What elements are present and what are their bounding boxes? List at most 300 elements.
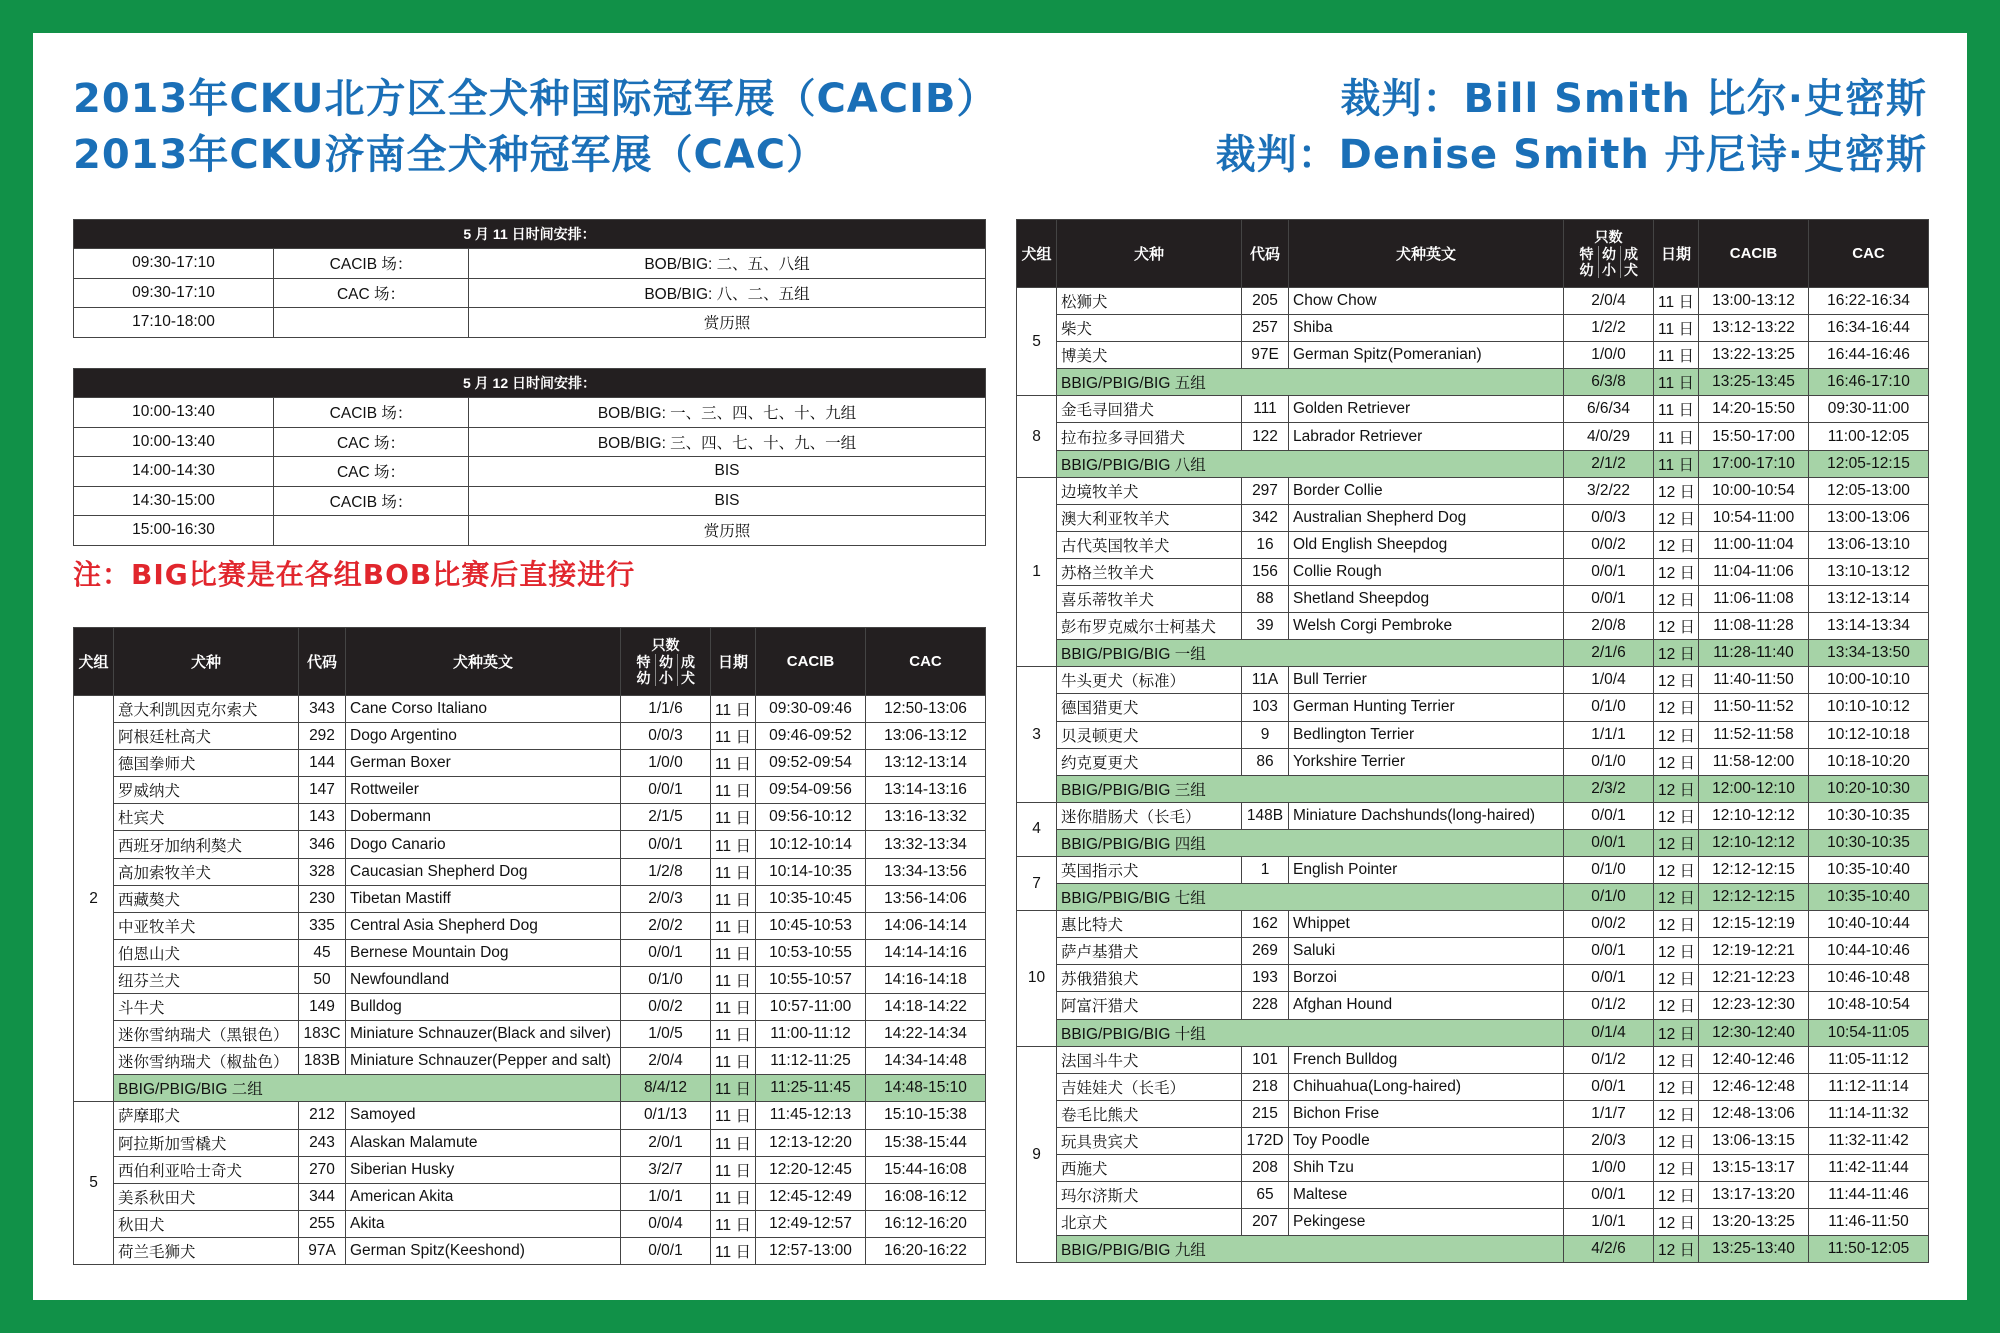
breed-english: Toy Poodle — [1289, 1127, 1564, 1154]
group-number: 9 — [1017, 1046, 1057, 1263]
cacib-time: 11:45-12:13 — [756, 1102, 866, 1129]
table-row — [74, 1048, 986, 1075]
breed-name: 意大利凯因克尔索犬 — [114, 696, 299, 723]
breed-name: 美系秋田犬 — [114, 1183, 299, 1210]
cac-time: 13:14-13:34 — [1809, 613, 1929, 640]
schedule-venue — [274, 308, 469, 338]
entry-count: 8/4/12 — [621, 1075, 711, 1102]
schedule-venue: CAC 场： — [274, 278, 469, 308]
show-date: 12 日 — [1654, 911, 1699, 938]
cacib-time: 11:40-11:50 — [1699, 667, 1809, 694]
schedule-day2-title: 5 月 12 日时间安排： — [74, 369, 986, 398]
breed-name: 彭布罗克威尔士柯基犬 — [1057, 613, 1242, 640]
group-number: 5 — [74, 1102, 114, 1265]
cac-time: 14:16-14:18 — [866, 966, 986, 993]
table-row — [74, 1102, 986, 1129]
cacib-time: 11:06-11:08 — [1699, 586, 1809, 613]
cac-time: 11:00-12:05 — [1809, 423, 1929, 450]
count-subheader: 成 犬 — [677, 654, 699, 686]
summary-label: BBIG/PBIG/BIG 十组 — [1057, 1019, 1564, 1046]
schedule-row — [74, 486, 986, 516]
entry-count: 0/0/1 — [1564, 938, 1654, 965]
show-date: 11 日 — [711, 831, 756, 858]
breed-name: 玩具贵宾犬 — [1057, 1127, 1242, 1154]
table-row — [1017, 992, 1929, 1019]
cacib-time: 10:57-11:00 — [756, 994, 866, 1021]
cac-time: 11:12-11:14 — [1809, 1073, 1929, 1100]
breed-name: 阿拉斯加雪橇犬 — [114, 1129, 299, 1156]
cacib-time: 12:23-12:30 — [1699, 992, 1809, 1019]
cacib-time: 11:00-11:04 — [1699, 531, 1809, 558]
schedule-time: 10:00-13:40 — [74, 398, 274, 428]
show-date: 11 日 — [1654, 450, 1699, 477]
schedule-row — [74, 249, 986, 279]
cacib-time: 11:58-12:00 — [1699, 748, 1809, 775]
entry-count: 1/0/0 — [1564, 1155, 1654, 1182]
show-date: 11 日 — [711, 912, 756, 939]
breed-name: 萨摩耶犬 — [114, 1102, 299, 1129]
schedule-venue: CACIB 场： — [274, 249, 469, 279]
breed-code: 16 — [1242, 531, 1289, 558]
table-row — [74, 912, 986, 939]
breed-code: 149 — [299, 994, 346, 1021]
count-subheader: 幼 小 — [1598, 246, 1620, 278]
table-row — [74, 1183, 986, 1210]
table-row — [1017, 1155, 1929, 1182]
table-row — [1017, 694, 1929, 721]
breed-name: 约克夏更犬 — [1057, 748, 1242, 775]
entry-count: 0/1/4 — [1564, 1019, 1654, 1046]
show-date: 12 日 — [1654, 856, 1699, 883]
breed-code: 335 — [299, 912, 346, 939]
cac-time: 10:35-10:40 — [1809, 856, 1929, 883]
show-date: 11 日 — [711, 1021, 756, 1048]
entry-count: 0/1/0 — [621, 966, 711, 993]
breed-name: 吉娃娃犬（长毛） — [1057, 1073, 1242, 1100]
cac-time: 14:14-14:16 — [866, 939, 986, 966]
breed-english: Chow Chow — [1289, 288, 1564, 315]
cac-time: 16:44-16:46 — [1809, 342, 1929, 369]
cac-time: 13:00-13:06 — [1809, 504, 1929, 531]
breed-english: Chihuahua(Long-haired) — [1289, 1073, 1564, 1100]
cacib-time: 10:35-10:45 — [756, 885, 866, 912]
col-group-header: 犬组 — [1017, 220, 1057, 288]
show-date: 11 日 — [711, 696, 756, 723]
entry-count: 0/0/1 — [621, 777, 711, 804]
breed-name: 卷毛比熊犬 — [1057, 1100, 1242, 1127]
show-date: 11 日 — [711, 1075, 756, 1102]
table-row — [74, 723, 986, 750]
cacib-time: 13:20-13:25 — [1699, 1209, 1809, 1236]
schedule-row — [74, 278, 986, 308]
group-number: 4 — [1017, 802, 1057, 856]
table-row — [74, 966, 986, 993]
table-row — [1017, 965, 1929, 992]
breed-english: English Pointer — [1289, 856, 1564, 883]
table-row — [74, 885, 986, 912]
cac-time: 16:34-16:44 — [1809, 315, 1929, 342]
show-date: 11 日 — [1654, 342, 1699, 369]
entry-count: 2/0/1 — [621, 1129, 711, 1156]
cac-time: 15:38-15:44 — [866, 1129, 986, 1156]
breed-name: 伯恩山犬 — [114, 939, 299, 966]
schedule-event: BOB/BIG: 一、三、四、七、十、九组 — [469, 398, 986, 428]
schedule-row — [74, 457, 986, 487]
show-date: 12 日 — [1654, 1155, 1699, 1182]
schedule-time: 09:30-17:10 — [74, 278, 274, 308]
count-header-subs — [621, 654, 710, 686]
big-note: 注：BIG比赛是在各组BOB比赛后直接进行 — [73, 558, 636, 591]
entry-count: 1/1/7 — [1564, 1100, 1654, 1127]
breed-english: Miniature Schnauzer(Pepper and salt) — [346, 1048, 621, 1075]
show-date: 12 日 — [1654, 558, 1699, 585]
breed-code: 207 — [1242, 1209, 1289, 1236]
entry-count: 2/0/2 — [621, 912, 711, 939]
title-line-2: 2013年CKU济南全犬种冠军展（CAC） — [73, 132, 828, 178]
cac-time: 10:10-10:12 — [1809, 694, 1929, 721]
cacib-time: 10:45-10:53 — [756, 912, 866, 939]
cac-time: 14:22-14:34 — [866, 1021, 986, 1048]
entry-count: 2/0/3 — [621, 885, 711, 912]
cacib-time: 11:28-11:40 — [1699, 640, 1809, 667]
show-date: 12 日 — [1654, 477, 1699, 504]
table-row — [1017, 423, 1929, 450]
cacib-time: 13:15-13:17 — [1699, 1155, 1809, 1182]
breed-name: 杜宾犬 — [114, 804, 299, 831]
group-summary-row — [74, 1075, 986, 1102]
show-date: 12 日 — [1654, 829, 1699, 856]
table-row — [1017, 396, 1929, 423]
group-summary-row — [1017, 884, 1929, 911]
breed-english: Samoyed — [346, 1102, 621, 1129]
show-date: 12 日 — [1654, 1127, 1699, 1154]
cac-time: 13:56-14:06 — [866, 885, 986, 912]
breed-code: 9 — [1242, 721, 1289, 748]
breed-code: 88 — [1242, 586, 1289, 613]
breed-name: 罗威纳犬 — [114, 777, 299, 804]
summary-label: BBIG/PBIG/BIG 九组 — [1057, 1236, 1564, 1263]
cac-time: 10:48-10:54 — [1809, 992, 1929, 1019]
poster-title — [73, 71, 998, 183]
table-row — [1017, 1182, 1929, 1209]
cacib-time: 12:57-13:00 — [756, 1237, 866, 1264]
show-date: 11 日 — [711, 723, 756, 750]
breed-english: Dogo Canario — [346, 831, 621, 858]
breed-english: French Bulldog — [1289, 1046, 1564, 1073]
breed-name: 贝灵顿更犬 — [1057, 721, 1242, 748]
show-date: 12 日 — [1654, 640, 1699, 667]
entry-count: 1/2/8 — [621, 858, 711, 885]
cacib-time: 13:22-13:25 — [1699, 342, 1809, 369]
breed-english: Miniature Dachshunds(long-haired) — [1289, 802, 1564, 829]
cac-time: 10:20-10:30 — [1809, 775, 1929, 802]
entry-count: 0/1/2 — [1564, 1046, 1654, 1073]
cacib-time: 12:49-12:57 — [756, 1210, 866, 1237]
entry-count: 1/2/2 — [1564, 315, 1654, 342]
table-row — [1017, 1209, 1929, 1236]
table-row — [1017, 315, 1929, 342]
show-date: 11 日 — [711, 1183, 756, 1210]
breed-code: 218 — [1242, 1073, 1289, 1100]
breed-english: Bernese Mountain Dog — [346, 939, 621, 966]
breed-code: 193 — [1242, 965, 1289, 992]
cac-time: 12:05-13:00 — [1809, 477, 1929, 504]
show-date: 12 日 — [1654, 1100, 1699, 1127]
schedule-venue: CACIB 场： — [274, 398, 469, 428]
entry-count: 6/3/8 — [1564, 369, 1654, 396]
entry-count: 0/1/13 — [621, 1102, 711, 1129]
cac-time: 13:34-13:56 — [866, 858, 986, 885]
table-row — [74, 994, 986, 1021]
cac-time: 10:18-10:20 — [1809, 748, 1929, 775]
breed-code: 230 — [299, 885, 346, 912]
table-row — [1017, 1046, 1929, 1073]
show-date: 12 日 — [1654, 965, 1699, 992]
entry-count: 1/0/5 — [621, 1021, 711, 1048]
entry-count: 2/3/2 — [1564, 775, 1654, 802]
breed-name: 迷你腊肠犬（长毛） — [1057, 802, 1242, 829]
show-date: 11 日 — [711, 966, 756, 993]
cac-time: 13:06-13:10 — [1809, 531, 1929, 558]
show-date: 11 日 — [711, 939, 756, 966]
cac-time: 13:16-13:32 — [866, 804, 986, 831]
entry-count: 1/1/1 — [1564, 721, 1654, 748]
breed-code: 212 — [299, 1102, 346, 1129]
breed-english: German Spitz(Pomeranian) — [1289, 342, 1564, 369]
summary-label: BBIG/PBIG/BIG 七组 — [1057, 884, 1564, 911]
entry-count: 0/0/1 — [1564, 558, 1654, 585]
show-date: 11 日 — [711, 1048, 756, 1075]
breed-english: Pekingese — [1289, 1209, 1564, 1236]
table-row — [74, 750, 986, 777]
judge-line-2: 裁判：Denise Smith 丹尼诗·史密斯 — [1215, 132, 1927, 178]
cacib-time: 11:50-11:52 — [1699, 694, 1809, 721]
breed-english: Shetland Sheepdog — [1289, 586, 1564, 613]
breed-code: 65 — [1242, 1182, 1289, 1209]
cacib-time: 12:10-12:12 — [1699, 802, 1809, 829]
table-row — [1017, 1073, 1929, 1100]
breed-code: 205 — [1242, 288, 1289, 315]
table-row — [1017, 1127, 1929, 1154]
show-date: 11 日 — [1654, 288, 1699, 315]
col-count-header — [621, 628, 711, 696]
cacib-time: 10:54-11:00 — [1699, 504, 1809, 531]
entry-count: 0/1/0 — [1564, 748, 1654, 775]
cacib-time: 09:46-09:52 — [756, 723, 866, 750]
count-header-top: 只数 — [651, 637, 680, 653]
breed-english: Caucasian Shepherd Dog — [346, 858, 621, 885]
schedule-row — [74, 516, 986, 546]
table-row — [1017, 477, 1929, 504]
cacib-time: 12:10-12:12 — [1699, 829, 1809, 856]
cac-time: 12:50-13:06 — [866, 696, 986, 723]
breed-english: Dogo Argentino — [346, 723, 621, 750]
cac-time: 10:35-10:40 — [1809, 884, 1929, 911]
breed-english: Golden Retriever — [1289, 396, 1564, 423]
cac-time: 10:54-11:05 — [1809, 1019, 1929, 1046]
cac-time: 13:12-13:14 — [1809, 586, 1929, 613]
show-date: 11 日 — [711, 994, 756, 1021]
breed-code: 344 — [299, 1183, 346, 1210]
table-row — [74, 1021, 986, 1048]
cacib-time: 10:00-10:54 — [1699, 477, 1809, 504]
breed-code: 45 — [299, 939, 346, 966]
table-row — [1017, 911, 1929, 938]
cacib-time: 11:12-11:25 — [756, 1048, 866, 1075]
group-summary-row — [1017, 1019, 1929, 1046]
entry-count: 2/0/4 — [1564, 288, 1654, 315]
group-number: 1 — [1017, 477, 1057, 667]
schedule-venue: CAC 场： — [274, 457, 469, 487]
col-group-header: 犬组 — [74, 628, 114, 696]
group-number: 3 — [1017, 667, 1057, 802]
group-summary-row — [1017, 775, 1929, 802]
col-english-header: 犬种英文 — [1289, 220, 1564, 288]
cacib-time: 09:56-10:12 — [756, 804, 866, 831]
col-cacib-header: CACIB — [756, 628, 866, 696]
table-row — [1017, 531, 1929, 558]
show-date: 12 日 — [1654, 1236, 1699, 1263]
table-row — [74, 939, 986, 966]
cacib-time: 09:30-09:46 — [756, 696, 866, 723]
cac-time: 11:05-11:12 — [1809, 1046, 1929, 1073]
entry-count: 2/0/3 — [1564, 1127, 1654, 1154]
cac-time: 16:12-16:20 — [866, 1210, 986, 1237]
title-line-1: 2013年CKU北方区全犬种国际冠军展（CACIB） — [73, 76, 998, 122]
count-subheader: 幼 小 — [655, 654, 677, 686]
breed-name: 德国猎更犬 — [1057, 694, 1242, 721]
breed-english: Miniature Schnauzer(Black and silver) — [346, 1021, 621, 1048]
breed-english: Central Asia Shepherd Dog — [346, 912, 621, 939]
breed-code: 97A — [299, 1237, 346, 1264]
breed-code: 86 — [1242, 748, 1289, 775]
breed-english: American Akita — [346, 1183, 621, 1210]
cacib-time: 09:52-09:54 — [756, 750, 866, 777]
breed-code: 292 — [299, 723, 346, 750]
table-header-row — [74, 628, 986, 696]
entry-count: 0/0/3 — [621, 723, 711, 750]
entry-count: 1/0/1 — [1564, 1209, 1654, 1236]
table-row — [74, 1156, 986, 1183]
summary-label: BBIG/PBIG/BIG 二组 — [114, 1075, 621, 1102]
breed-name: 高加索牧羊犬 — [114, 858, 299, 885]
breed-code: 255 — [299, 1210, 346, 1237]
cac-time: 11:46-11:50 — [1809, 1209, 1929, 1236]
cacib-time: 10:53-10:55 — [756, 939, 866, 966]
schedule-time: 17:10-18:00 — [74, 308, 274, 338]
table-row — [74, 858, 986, 885]
show-date: 12 日 — [1654, 992, 1699, 1019]
breed-code: 1 — [1242, 856, 1289, 883]
breed-code: 143 — [299, 804, 346, 831]
table-row — [1017, 1100, 1929, 1127]
cac-time: 11:50-12:05 — [1809, 1236, 1929, 1263]
breed-name: 苏俄猎狼犬 — [1057, 965, 1242, 992]
show-date: 12 日 — [1654, 1073, 1699, 1100]
breed-english: Whippet — [1289, 911, 1564, 938]
cac-time: 09:30-11:00 — [1809, 396, 1929, 423]
cacib-time: 11:00-11:12 — [756, 1021, 866, 1048]
table-row — [1017, 586, 1929, 613]
breed-english: Collie Rough — [1289, 558, 1564, 585]
entry-count: 1/0/0 — [1564, 342, 1654, 369]
entry-count: 0/0/1 — [1564, 829, 1654, 856]
table-row — [74, 1237, 986, 1264]
show-date: 11 日 — [711, 1210, 756, 1237]
breed-code: 270 — [299, 1156, 346, 1183]
summary-label: BBIG/PBIG/BIG 三组 — [1057, 775, 1564, 802]
cac-time: 15:44-16:08 — [866, 1156, 986, 1183]
entry-count: 0/0/1 — [1564, 586, 1654, 613]
table-row — [1017, 288, 1929, 315]
show-date: 12 日 — [1654, 775, 1699, 802]
show-date: 12 日 — [1654, 1019, 1699, 1046]
group-summary-row — [1017, 829, 1929, 856]
breed-code: 172D — [1242, 1127, 1289, 1154]
schedule-time: 14:30-15:00 — [74, 486, 274, 516]
breed-code: 97E — [1242, 342, 1289, 369]
breed-name: 牛头更犬（标准） — [1057, 667, 1242, 694]
group-number: 2 — [74, 696, 114, 1102]
show-date: 11 日 — [1654, 369, 1699, 396]
breed-name: 玛尔济斯犬 — [1057, 1182, 1242, 1209]
judges — [1216, 71, 1927, 183]
breed-english: German Hunting Terrier — [1289, 694, 1564, 721]
summary-label: BBIG/PBIG/BIG 四组 — [1057, 829, 1564, 856]
schedule-time: 15:00-16:30 — [74, 516, 274, 546]
cac-time: 16:08-16:12 — [866, 1183, 986, 1210]
entry-count: 0/0/1 — [621, 939, 711, 966]
table-row — [74, 1129, 986, 1156]
breed-name: 北京犬 — [1057, 1209, 1242, 1236]
table-row — [74, 696, 986, 723]
breed-name: 澳大利亚牧羊犬 — [1057, 504, 1242, 531]
group-number: 8 — [1017, 396, 1057, 477]
breed-english: Bull Terrier — [1289, 667, 1564, 694]
entry-count: 2/1/5 — [621, 804, 711, 831]
cac-time: 10:40-10:44 — [1809, 911, 1929, 938]
breed-code: 346 — [299, 831, 346, 858]
schedule-day2-table — [73, 368, 986, 546]
show-date: 11 日 — [711, 1237, 756, 1264]
cac-time: 11:14-11:32 — [1809, 1100, 1929, 1127]
table-row — [74, 777, 986, 804]
entry-count: 0/0/4 — [621, 1210, 711, 1237]
table-row — [1017, 721, 1929, 748]
group-summary-row — [1017, 640, 1929, 667]
cac-time: 10:30-10:35 — [1809, 829, 1929, 856]
entry-count: 0/0/2 — [1564, 531, 1654, 558]
entry-count: 0/0/1 — [621, 1237, 711, 1264]
entry-count: 0/1/0 — [1564, 884, 1654, 911]
schedule-row — [74, 398, 986, 428]
table-row — [74, 804, 986, 831]
breed-code: 215 — [1242, 1100, 1289, 1127]
cacib-time: 12:46-12:48 — [1699, 1073, 1809, 1100]
cac-time: 16:22-16:34 — [1809, 288, 1929, 315]
cac-time: 13:10-13:12 — [1809, 558, 1929, 585]
breed-code: 148B — [1242, 802, 1289, 829]
group-number: 5 — [1017, 288, 1057, 396]
show-date: 12 日 — [1654, 531, 1699, 558]
show-date: 12 日 — [1654, 938, 1699, 965]
col-cacib-header: CACIB — [1699, 220, 1809, 288]
breed-english: Saluki — [1289, 938, 1564, 965]
breed-table-left — [73, 627, 986, 1265]
count-header-top: 只数 — [1594, 229, 1623, 245]
breed-english: Cane Corso Italiano — [346, 696, 621, 723]
cacib-time: 12:15-12:19 — [1699, 911, 1809, 938]
